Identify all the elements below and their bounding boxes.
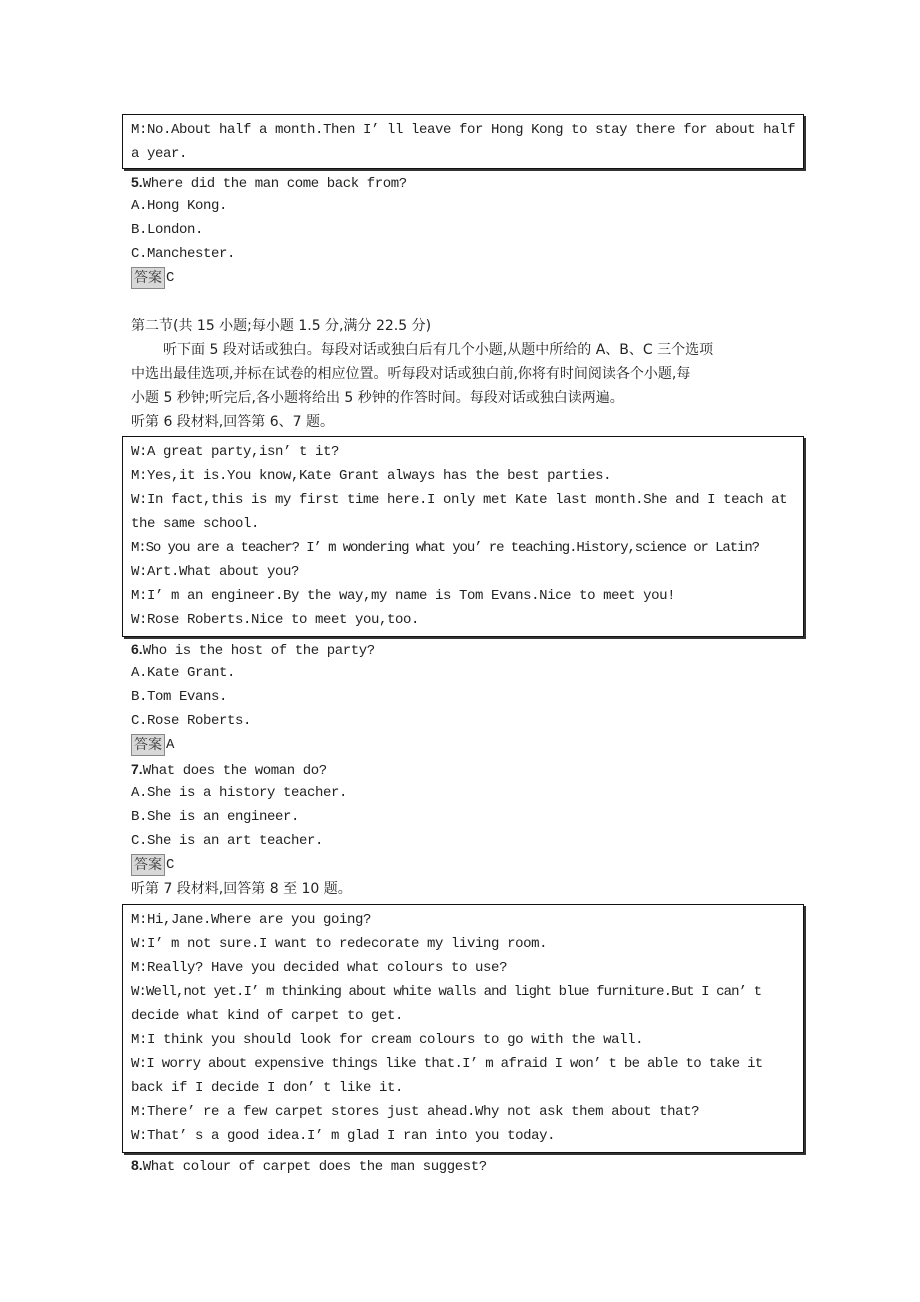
option-c: C.She is an art teacher. (131, 833, 324, 849)
dialogue-line: M:I’ m an engineer.By the way,my name is Tom Evans.Nice to meet you! (131, 588, 676, 604)
option-a: A.She is a history teacher. (131, 785, 348, 801)
dialogue-line: M:There’ re a few carpet stores just ahead.Why not ask them about that? (131, 1104, 700, 1120)
dialogue-6-box (122, 436, 804, 637)
dialogue-line: W:I’ m not sure.I want to redecorate my living room. (131, 936, 548, 952)
dialogue-line: W:In fact,this is my first time here.I only met Kate last month.She and I teach at (131, 492, 788, 508)
option-c: C.Rose Roberts. (131, 713, 252, 729)
dialogue-line: W:I worry about expensive things like that.I’ m afraid I won’ t be able to take it (131, 1056, 763, 1072)
instructions-line: 听下面 5 段对话或独白。每段对话或独白后有几个小题,从题中所给的 A、B、C 三个选项 (163, 342, 714, 358)
material-6-prompt: 听第 6 段材料,回答第 6、7 题。 (131, 414, 334, 430)
question-number: 8. (131, 1157, 143, 1173)
section-heading: 第二节(共 15 小题;每小题 1.5 分,满分 22.5 分) (131, 318, 432, 334)
dialogue-5-box (122, 114, 804, 169)
question-number: 7. (131, 761, 143, 777)
dialogue-line: decide what kind of carpet to get. (131, 1008, 404, 1024)
question-text: Where did the man come back from? (142, 176, 407, 192)
dialogue-line: M:So you are a teacher? I’ m wondering what you’ re teaching.History,science or Latin? (131, 540, 759, 556)
dialogue-line: back if I decide I don’ t like it. (131, 1080, 404, 1096)
answer-badge[interactable]: 答案 (131, 734, 165, 756)
option-b: B.She is an engineer. (131, 809, 300, 825)
question-6 (131, 637, 375, 661)
dialogue-line: a year. (131, 146, 188, 162)
dialogue-line: W:Art.What about you? (131, 564, 300, 580)
question-text: Who is the host of the party? (142, 643, 375, 659)
question-number: 6. (131, 641, 143, 657)
option-b: B.Tom Evans. (131, 689, 228, 705)
answer-value: A (166, 737, 175, 753)
material-7-prompt: 听第 7 段材料,回答第 8 至 10 题。 (131, 881, 352, 897)
dialogue-line: M:Yes,it is.You know,Kate Grant always has the best parties. (131, 468, 612, 484)
answer-badge[interactable]: 答案 (131, 267, 165, 289)
answer-value: C (166, 857, 175, 873)
option-a: A.Kate Grant. (131, 665, 236, 681)
dialogue-line: M:Hi,Jane.Where are you going? (131, 912, 372, 928)
question-number: 5. (131, 174, 143, 190)
answer-badge[interactable]: 答案 (131, 854, 165, 876)
answer-row (131, 733, 174, 757)
dialogue-line: W:That’ s a good idea.I’ m glad I ran into you today. (131, 1128, 556, 1144)
option-c: C.Manchester. (131, 246, 236, 262)
question-8 (131, 1153, 487, 1177)
dialogue-7-box (122, 904, 804, 1153)
question-7 (131, 757, 327, 781)
instructions-line: 小题 5 秒钟;听完后,各小题将给出 5 秒钟的作答时间。每段对话或独白读两遍。 (131, 390, 624, 406)
question-text: What colour of carpet does the man suggest? (142, 1159, 487, 1175)
dialogue-line: W:Rose Roberts.Nice to meet you,too. (131, 612, 420, 628)
dialogue-line: M:I think you should look for cream colours to go with the wall. (131, 1032, 644, 1048)
dialogue-line: W:A great party,isn’ t it? (131, 444, 340, 460)
dialogue-line: W:Well,not yet.I’ m thinking about white walls and light blue furniture.But I can’ t (131, 984, 762, 1000)
question-5 (131, 170, 407, 194)
instructions-line: 中选出最佳选项,并标在试卷的相应位置。听每段对话或独白前,你将有时间阅读各个小题,每 (131, 366, 691, 382)
question-text: What does the woman do? (142, 763, 327, 779)
dialogue-line: the same school. (131, 516, 260, 532)
option-a: A.Hong Kong. (131, 198, 228, 214)
answer-row (131, 853, 174, 877)
dialogue-line: M:Really? Have you decided what colours to use? (131, 960, 508, 976)
option-b: B.London. (131, 222, 204, 238)
answer-value: C (166, 270, 175, 286)
answer-row (131, 266, 174, 290)
dialogue-line: M:No.About half a month.Then I’ ll leave for Hong Kong to stay there for about half (131, 122, 796, 138)
